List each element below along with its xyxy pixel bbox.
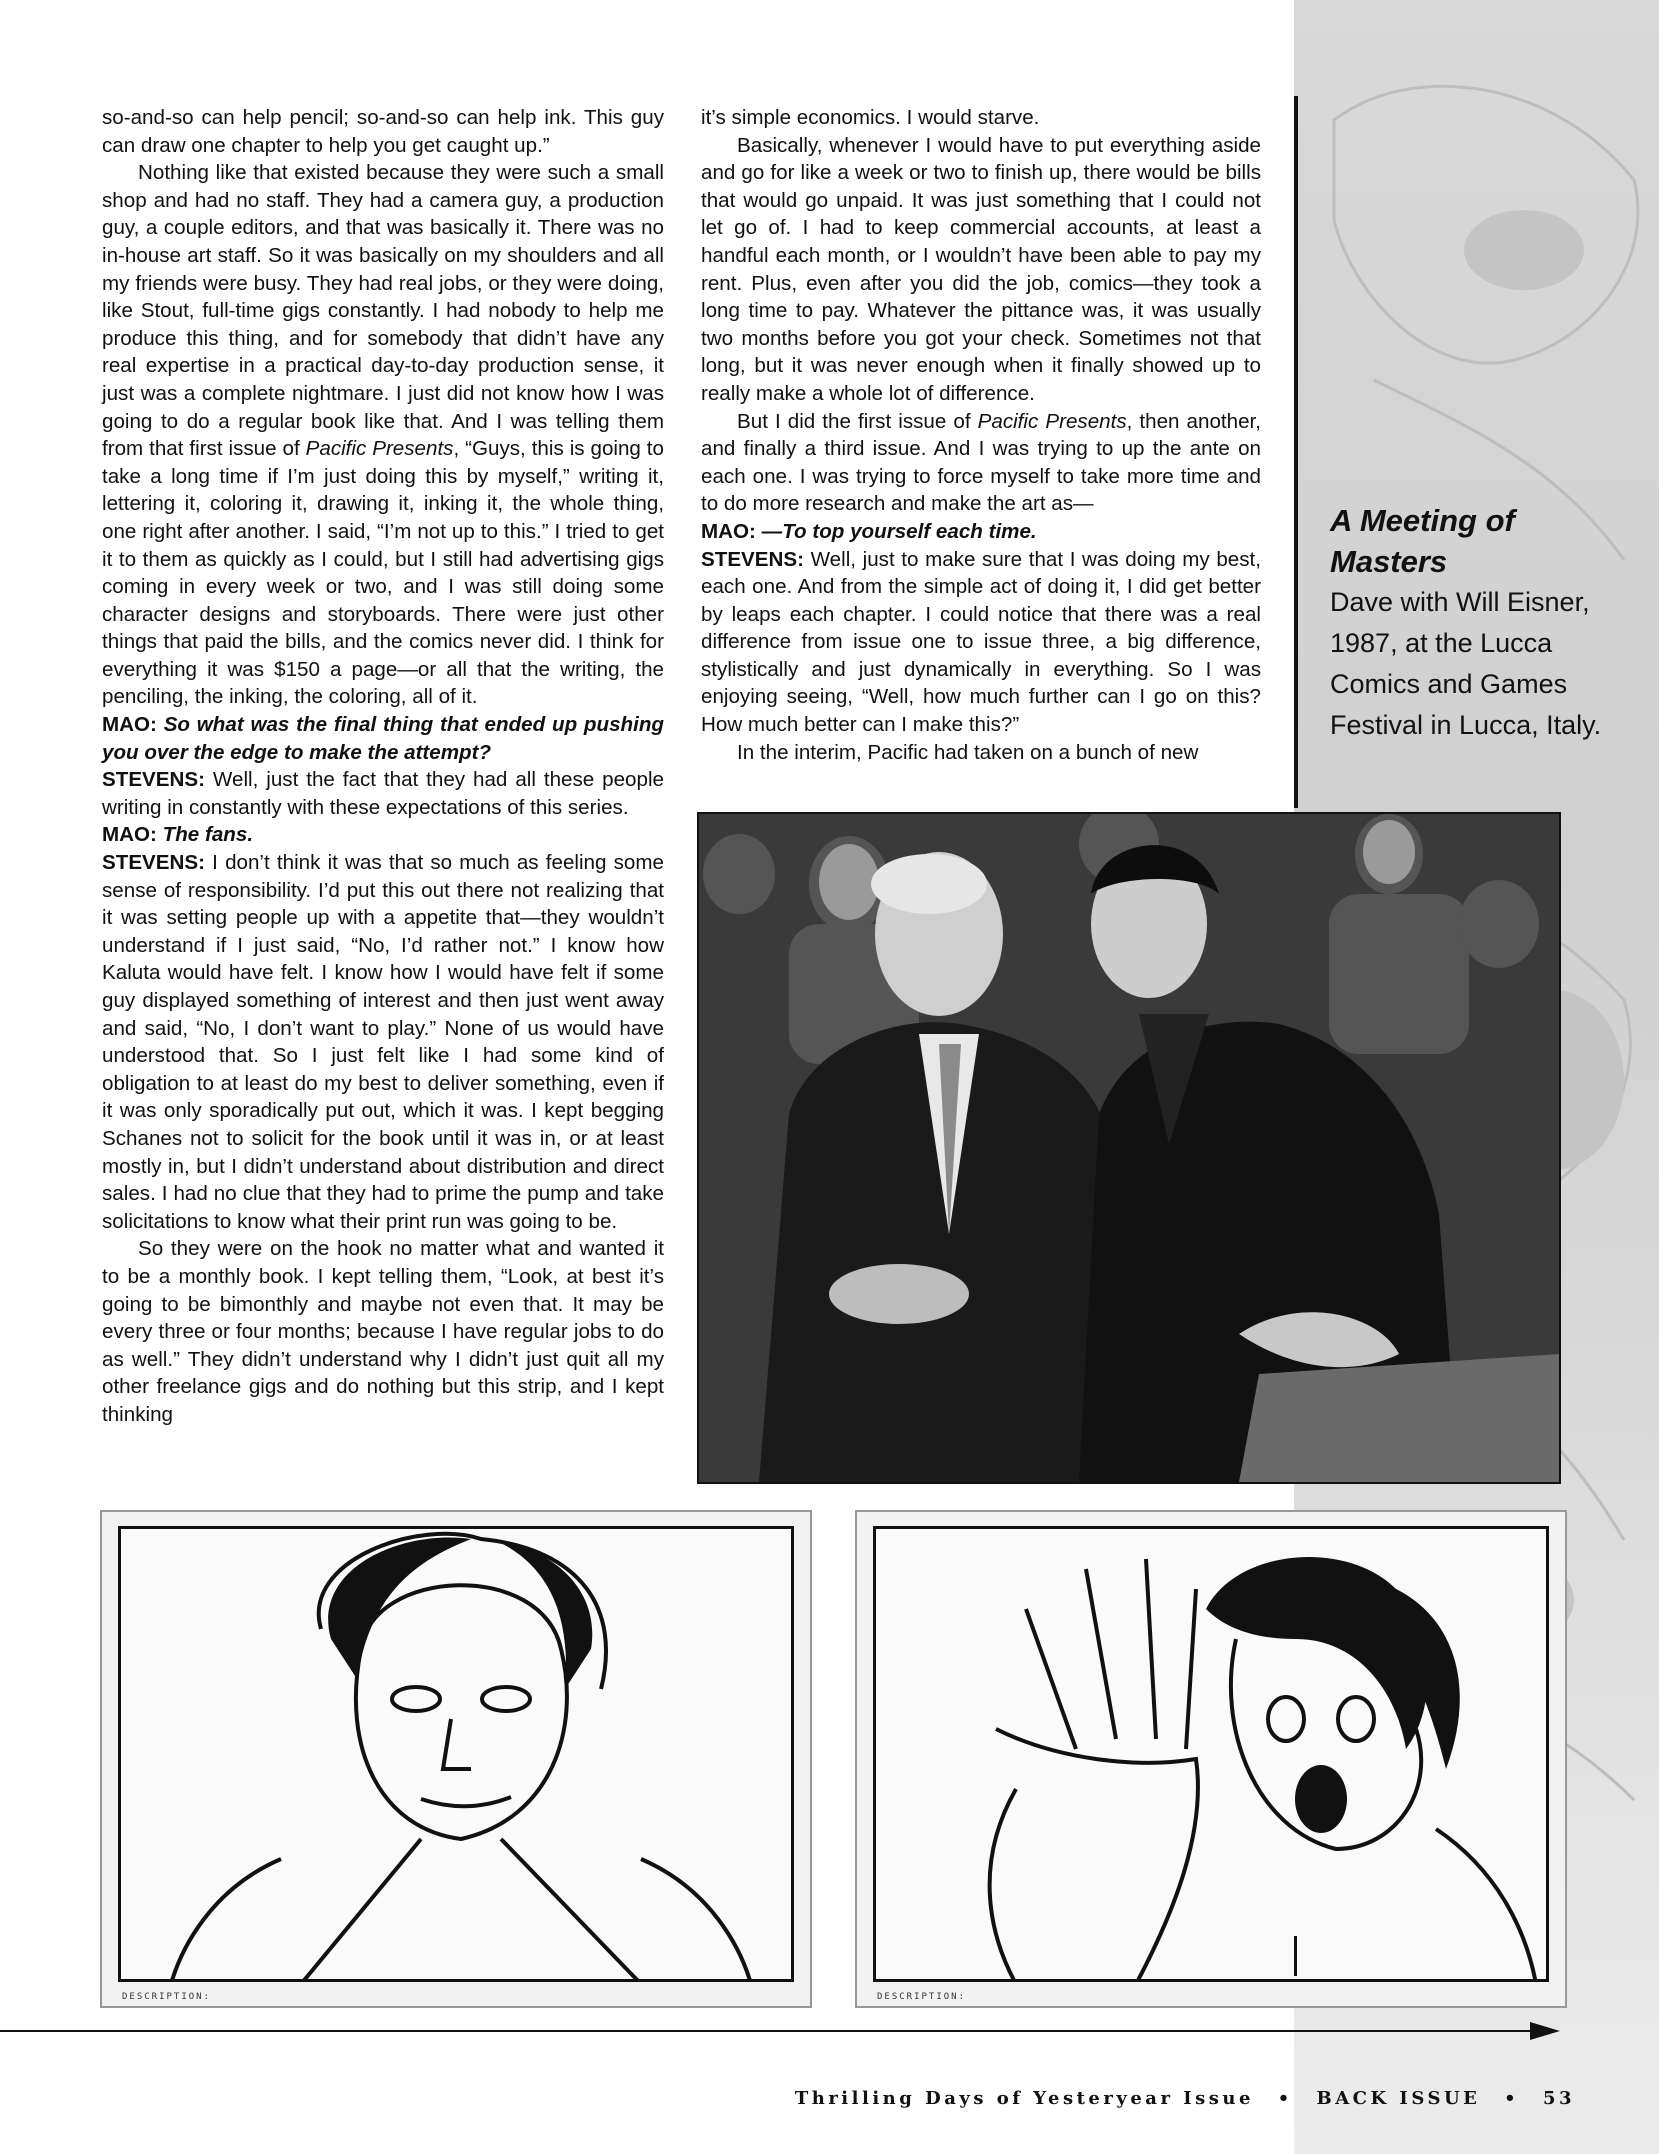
mid-column-paragraph — [701, 739, 1261, 767]
caption-body: Dave with Will Eisner, 1987, at the Lucca Comics and Games Festival in Lucca, Italy. — [1330, 587, 1602, 740]
page-number: 53 — [1542, 2088, 1575, 2109]
paragraph-text: Basically, whenever I would have to put everything aside and go for like a week or two to finish up, there would be bills that would go unpaid. It was just something that I could not let go of. I had to keep commercial accounts, at least a handful each month, or I wouldn’t have been able to pay my rent. Plus, even after you did the job, comics—they took a long time to pay. Whatever the pittance was, it was usually two months before you got your check. Sometimes not that long, but it was never enough when it finally showed up to really make a whole lot of difference. — [701, 133, 1261, 405]
footer-separator-2: • — [1504, 2088, 1520, 2109]
interviewer-label: MAO: — [102, 713, 157, 737]
sketch-panel-right — [873, 1526, 1549, 1982]
interviewee-label: STEVENS: — [102, 851, 205, 875]
footer-arrow-icon — [1530, 2022, 1560, 2040]
sketch-right-label: DESCRIPTION: — [877, 1992, 967, 2002]
footer-issue-title: Thrilling Days of Yesteryear Issue — [794, 2088, 1254, 2109]
publication-title: Pacific Presents — [977, 409, 1127, 433]
page-footer — [781, 2088, 1575, 2109]
interviewee-answer: Well, just to make sure that I was doing my best, each one. And from the simple act of doing it, I did get better by leaps each chapter. I could notice that there was a real difference from issue one to issue three, a big difference, stylistically and just dynamically in everything. So I was enjoying seeing, “Well, how much further can I go on this? How much better can I make this?” — [701, 547, 1261, 737]
mid-column-paragraph — [701, 546, 1261, 739]
left-column-paragraph — [102, 766, 664, 821]
screaming-woman-drawing — [876, 1529, 1549, 1982]
interviewee-label: STEVENS: — [701, 547, 804, 571]
publication-title: Pacific Presents — [305, 437, 454, 461]
interviewer-label: MAO: — [701, 519, 756, 543]
paragraph-text: So they were on the hook no matter what and wanted it to be a monthly book. I kept telling them, “Look, at best it’s going to be bimonthly and maybe not even that. It may be every three or four months; because I have regular jobs to do as well.” They didn’t understand why I didn’t just quit all my other freelance gigs and do nothing but this strip, and I kept thinking — [102, 1237, 664, 1426]
left-text-column — [102, 104, 664, 1429]
paragraph-text-continued: , “Guys, this is going to take a long time if I’m just doing this by myself,” writing it, lettering it, coloring it, drawing it, inking it, the whole thing, one right after another. I said, “I’m not up to this.” I tried to get it to them as quickly as I could, but I still had advertising gigs coming in every week or two, and I was still doing some character designs and storyboards. There were just other things that paid the bills, and the comics never did. I think for everything it was $150 a page—or all that the writing, the penciling, the inking, the coloring, all of it. — [102, 437, 664, 709]
left-column-paragraph — [102, 104, 664, 159]
left-column-paragraph — [102, 159, 664, 711]
left-column-paragraph — [102, 821, 664, 849]
footer-tick — [1294, 1936, 1297, 1976]
paragraph-text: Nothing like that existed because they were such a small shop and had no staff. They had a camera guy, a production guy, a couple editors, and that was basically it. There was no in-house art staff. So it was basically on my shoulders and all my friends were busy. They had real jobs, or they were doing, like Stout, full-time gigs constantly. I had nobody to help me produce this thing, and for somebody that didn’t have any real expertise in a practical day-to-day production sense, it just was a complete nightmare. I just did not know how I was going to do a regular book like that. And I was telling them from that first issue of — [102, 161, 664, 461]
left-column-paragraph — [102, 1235, 664, 1428]
middle-text-column — [701, 104, 1261, 766]
zombie-face-drawing — [121, 1529, 794, 1982]
storyboard-sketch-left — [100, 1510, 812, 2008]
paragraph-text: In the interim, Pacific had taken on a bunch of new — [737, 740, 1199, 764]
sketch-left-label: DESCRIPTION: — [122, 1992, 212, 2002]
mid-column-paragraph — [701, 408, 1261, 518]
caption-rule — [1294, 96, 1298, 808]
mid-column-paragraph — [701, 518, 1261, 546]
interviewer-question: —To top yourself each time. — [761, 519, 1037, 543]
interviewee-label: STEVENS: — [102, 768, 205, 792]
paragraph-text: But I did the first issue of — [737, 409, 978, 433]
interviewee-answer: I don’t think it was that so much as feeling some sense of responsibility. I’d put this out there not realizing that it was setting people up with a appetite that—they wouldn’t understand if I just said, “No, I’d rather not.” I know how Kaluta would have felt. I know how I would have felt if some guy displayed something of interest and then just went away and said, “No, I don’t want to play.” None of us would have understood that. So I just felt like I had some kind of obligation to at least do my best to deliver something, even if it was only sporadically put out, which it was. I kept begging Schanes not to solicit for the book until it was in, or at least mostly in, but I didn’t understand about distribution and direct sales. I had no clue that they had to prime the pump and take solicitations to know what their print run was going to be. — [102, 851, 664, 1233]
paragraph-text: so-and-so can help pencil; so-and-so can help ink. This guy can draw one chapter to help you get caught up.” — [102, 106, 664, 157]
interviewer-question: The fans. — [162, 823, 254, 847]
footer-magazine-name: BACK ISSUE — [1316, 2088, 1481, 2109]
paragraph-text: it’s simple economics. I would starve. — [701, 106, 1040, 129]
footer-rule — [0, 2030, 1540, 2032]
mid-column-paragraph — [701, 132, 1261, 408]
interviewer-question: So what was the final thing that ended up pushing you over the edge to make the attempt? — [102, 713, 664, 764]
caption-title: A Meeting of Masters — [1330, 503, 1515, 579]
left-column-paragraph — [102, 849, 664, 1235]
interviewee-answer: Well, just the fact that they had all these people writing in constantly with these expectations of this series. — [102, 768, 664, 819]
footer-separator: • — [1277, 2088, 1293, 2109]
sketch-panel-left — [118, 1526, 794, 1982]
left-column-paragraph — [102, 711, 664, 766]
interviewer-label: MAO: — [102, 823, 157, 847]
mid-column-paragraph — [701, 104, 1261, 132]
paragraph-text-continued: , then another, and finally a third issue. And I was trying to up the ante on each one. I was trying to force myself to take more time and to do more research and make the art as— — [701, 409, 1261, 516]
eisner-stevens-photo — [697, 812, 1561, 1484]
photo-illustration — [699, 814, 1559, 1482]
photo-caption — [1330, 500, 1630, 746]
storyboard-sketch-right — [855, 1510, 1567, 2008]
